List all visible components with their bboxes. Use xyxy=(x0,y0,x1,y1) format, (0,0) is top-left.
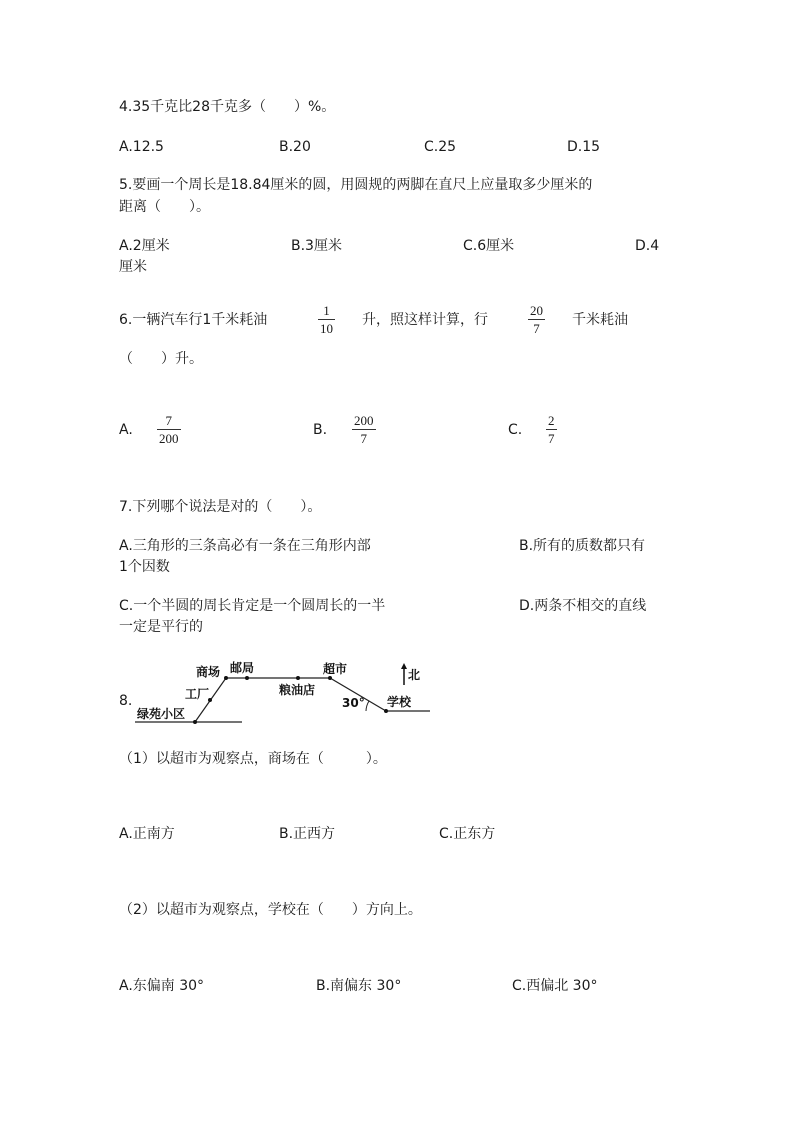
q8-sub1-option-c[interactable]: C.正东方 xyxy=(439,826,496,842)
q5-option-a[interactable]: A.2厘米 xyxy=(119,238,170,254)
map-label-north: 北 xyxy=(408,668,421,682)
q4-option-c[interactable]: C.25 xyxy=(424,139,457,155)
q8-sub2-option-c[interactable]: C.西偏北 30° xyxy=(512,978,598,994)
q7-option-b-wrap: 1个因数 xyxy=(119,559,170,575)
q4-option-d[interactable]: D.15 xyxy=(567,139,601,155)
q6-option-c-label[interactable]: C. xyxy=(508,422,523,438)
q5-option-b[interactable]: B.3厘米 xyxy=(291,238,342,254)
q6-fraction-1 xyxy=(318,303,335,336)
q8-number: 8. xyxy=(119,693,133,709)
q7-option-a[interactable]: A.三角形的三条高必有一条在三角形内部 xyxy=(119,538,371,554)
q7-option-d[interactable]: D.两条不相交的直线 xyxy=(519,598,647,614)
map-point-youju xyxy=(245,676,249,680)
map-point-chaoshi xyxy=(328,676,332,680)
map-label-shangchang: 商场 xyxy=(196,665,221,679)
q8-sub1-option-a[interactable]: A.正南方 xyxy=(119,826,175,842)
fraction-bar xyxy=(157,429,181,430)
q6-fraction-1-num: 1 xyxy=(323,303,330,318)
q4-option-b[interactable]: B.20 xyxy=(279,139,311,155)
fraction-bar xyxy=(546,429,557,430)
q8-sub1-option-b[interactable]: B.正西方 xyxy=(279,826,336,842)
q8-sub2-option-a[interactable]: A.东偏南 30° xyxy=(119,978,205,994)
q4-stem: 4.35千克比28千克多（ ）%。 xyxy=(119,99,336,115)
north-arrowhead-icon xyxy=(401,663,407,669)
q6-option-c-num: 2 xyxy=(548,413,555,428)
q5-stem-line2: 距离（ ）。 xyxy=(119,199,210,215)
fraction-bar xyxy=(528,319,545,320)
map-label-gongchang: 工厂 xyxy=(185,687,210,701)
map-label-lvyuan: 绿苑小区 xyxy=(137,707,186,721)
q6-option-b-label[interactable]: B. xyxy=(313,422,328,438)
q8-location-map xyxy=(130,655,435,730)
q6-fraction-2-den: 7 xyxy=(533,321,540,336)
q8-sub1-stem: （1）以超市为观察点，商场在（ ）。 xyxy=(119,751,387,767)
q6-option-c-den: 7 xyxy=(548,431,555,446)
q6-stem-a: 6.一辆汽车行1千米耗油 xyxy=(119,312,268,328)
map-label-chaoshi: 超市 xyxy=(323,662,348,676)
q6-option-b-fraction[interactable] xyxy=(352,413,376,446)
q6-stem-c: 千米耗油 xyxy=(572,312,628,328)
map-point-lvyuan xyxy=(193,720,197,724)
q7-option-b[interactable]: B.所有的质数都只有 xyxy=(519,538,646,554)
q6-option-a-label[interactable]: A. xyxy=(119,422,133,438)
q8-sub2-stem: （2）以超市为观察点，学校在（ ）方向上。 xyxy=(119,902,422,918)
q7-option-d-wrap: 一定是平行的 xyxy=(119,619,203,635)
fraction-bar xyxy=(352,429,376,430)
q5-stem-line1: 5.要画一个周长是18.84厘米的圆，用圆规的两脚在直尺上应量取多少厘米的 xyxy=(119,177,593,193)
fraction-bar xyxy=(318,319,335,320)
q4-option-a[interactable]: A.12.5 xyxy=(119,139,164,155)
map-point-shangchang xyxy=(224,676,228,680)
q6-option-b-den: 7 xyxy=(360,431,367,446)
q6-stem-b: 升，照这样计算，行 xyxy=(362,312,488,328)
q6-option-b-num: 200 xyxy=(354,413,374,428)
q5-option-d[interactable]: D.4 xyxy=(635,238,660,254)
q7-option-c[interactable]: C.一个半圆的周长肯定是一个圆周长的一半 xyxy=(119,598,386,614)
q7-stem: 7.下列哪个说法是对的（ ）。 xyxy=(119,499,322,515)
q6-fraction-2 xyxy=(528,303,545,336)
map-label-xuexiao: 学校 xyxy=(387,695,412,709)
q5-option-c[interactable]: C.6厘米 xyxy=(463,238,515,254)
q6-fraction-2-num: 20 xyxy=(530,303,543,318)
map-point-liangyoudian xyxy=(296,676,300,680)
map-label-angle: 30° xyxy=(342,696,365,710)
q6-stem-line2: （ ）升。 xyxy=(119,351,203,367)
q8-sub2-option-b[interactable]: B.南偏东 30° xyxy=(316,978,402,994)
q5-option-d-wrap: 厘米 xyxy=(119,259,147,275)
q6-option-a-den: 200 xyxy=(159,431,179,446)
q6-fraction-1-den: 10 xyxy=(320,321,333,336)
map-label-liangyoudian: 粮油店 xyxy=(279,683,316,697)
q6-option-a-fraction[interactable] xyxy=(157,413,181,446)
map-label-youju: 邮局 xyxy=(230,661,255,675)
map-point-xuexiao xyxy=(384,709,388,713)
q6-option-a-num: 7 xyxy=(165,413,172,428)
q6-option-c-fraction[interactable] xyxy=(546,413,557,446)
